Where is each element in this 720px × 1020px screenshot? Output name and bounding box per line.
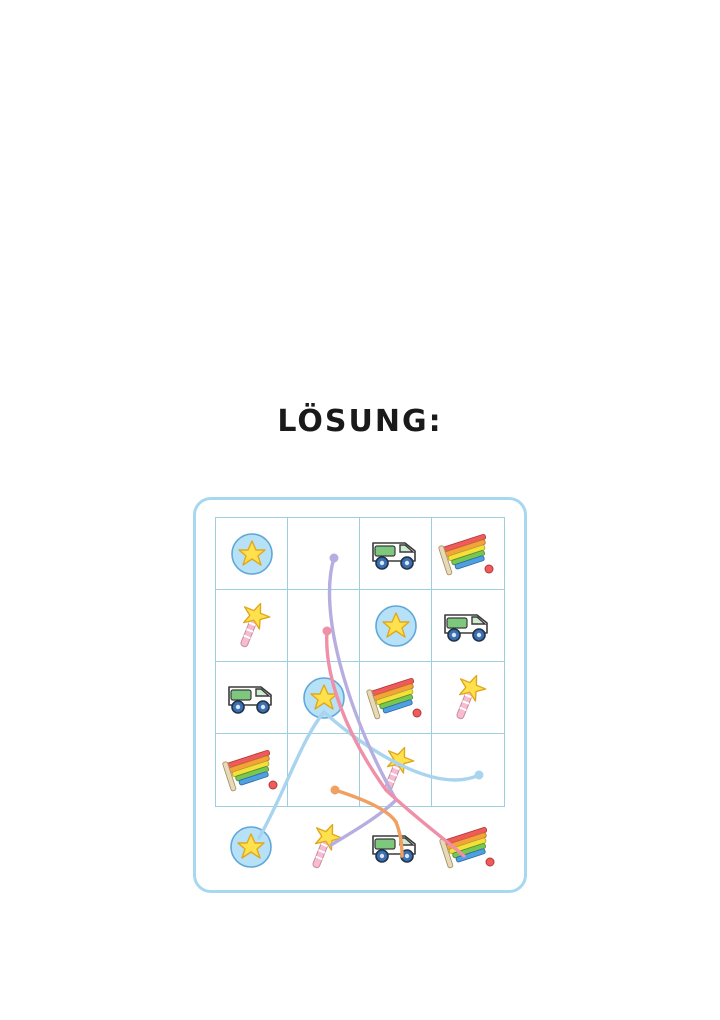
- grid-cell-r2c1: [216, 590, 288, 662]
- ball-icon: [301, 675, 347, 721]
- xylophone-icon: [439, 825, 499, 873]
- answer-row: [215, 818, 505, 880]
- magic-wand-icon: [371, 744, 421, 796]
- xylophone-icon: [438, 532, 498, 576]
- ball-icon: [228, 824, 274, 874]
- magic-wand-icon: [227, 600, 277, 652]
- ball-icon: [229, 531, 275, 577]
- ball-icon: [373, 603, 419, 649]
- answer-item-truck: [360, 818, 433, 880]
- answer-item-xylophone: [433, 818, 506, 880]
- page-title: LÖSUNG:: [277, 404, 443, 439]
- grid-cell-r1c2: [288, 518, 360, 590]
- truck-icon: [367, 826, 425, 872]
- grid-cell-r2c3: [360, 590, 432, 662]
- grid-cell-r4c2: [288, 734, 360, 806]
- truck-icon: [223, 677, 281, 719]
- grid-cell-r4c4: [432, 734, 504, 806]
- grid-cell-r4c3: [360, 734, 432, 806]
- grid-cell-r2c4: [432, 590, 504, 662]
- answer-item-ball: [215, 818, 288, 880]
- xylophone-icon: [222, 748, 282, 792]
- answer-item-wand: [288, 818, 361, 880]
- grid-cell-r1c3: [360, 518, 432, 590]
- truck-icon: [367, 533, 425, 575]
- puzzle-card: [193, 497, 527, 893]
- grid-cell-r3c3: [360, 662, 432, 734]
- grid-cell-r4c1: [216, 734, 288, 806]
- magic-wand-icon: [299, 821, 349, 877]
- grid-cell-r2c2: [288, 590, 360, 662]
- grid-cell-r1c4: [432, 518, 504, 590]
- grid-cell-r3c4: [432, 662, 504, 734]
- grid-cell-r3c2: [288, 662, 360, 734]
- grid-cell-r1c1: [216, 518, 288, 590]
- grid-cell-r3c1: [216, 662, 288, 734]
- truck-icon: [439, 605, 497, 647]
- puzzle-grid-wrapper: [215, 517, 505, 807]
- magic-wand-icon: [443, 672, 493, 724]
- puzzle-grid: [215, 517, 505, 807]
- xylophone-icon: [366, 676, 426, 720]
